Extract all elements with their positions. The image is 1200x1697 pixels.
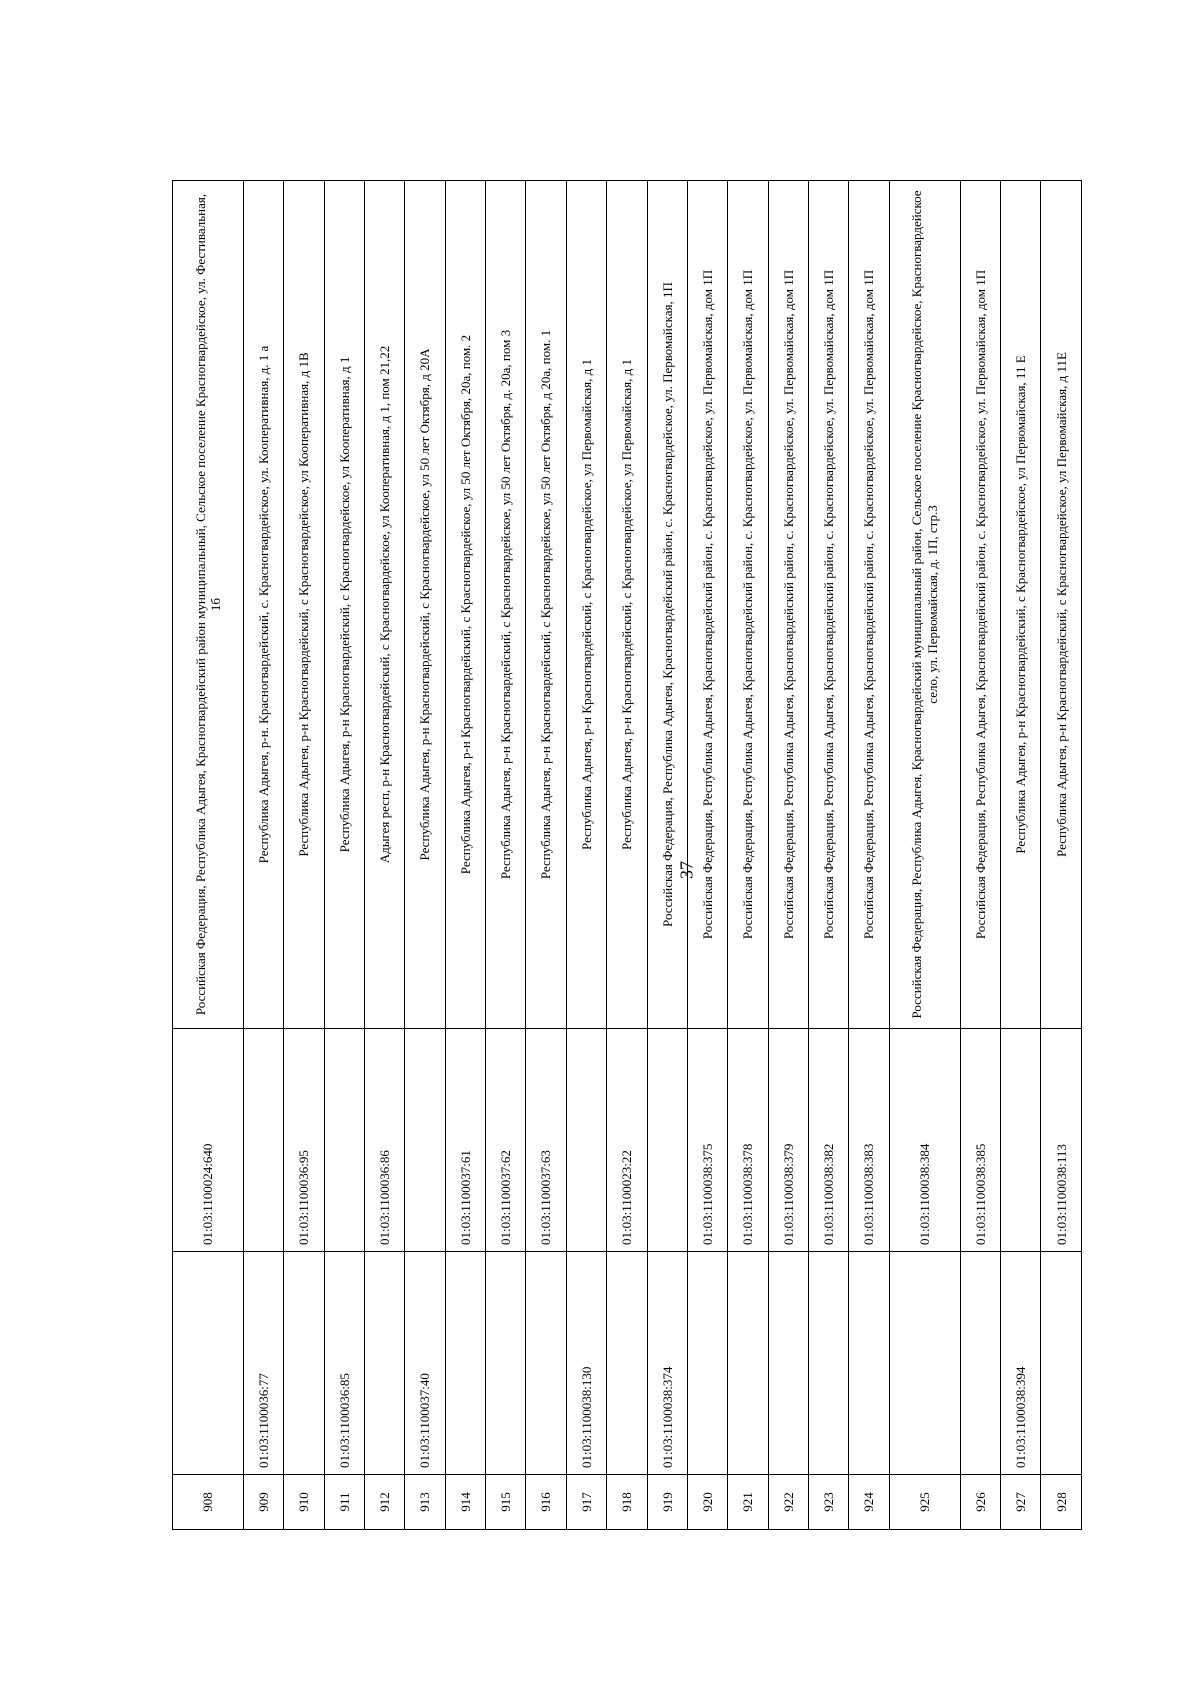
- cadastral-number-land: 01:03:1100038:394: [1001, 1252, 1041, 1475]
- cadastral-number-building: 01:03:1100038:382: [809, 1029, 849, 1252]
- address-cell: Республика Адыгея, р-н. Красногвардейский, с. Красногвардейское, ул. Кооперативная, д. 1 а: [243, 181, 283, 1029]
- cadastral-number-building: 01:03:1100038:375: [687, 1029, 727, 1252]
- row-number: 917: [566, 1475, 606, 1530]
- row-number: 925: [889, 1475, 960, 1530]
- cadastral-number-land: [889, 1252, 960, 1475]
- table-row: [324, 181, 364, 1530]
- table-row: [405, 181, 445, 1530]
- cadastral-number-land: [173, 1252, 244, 1475]
- cadastral-number-building: 01:03:1100038:379: [768, 1029, 808, 1252]
- address-cell: Российская Федерация, Республика Адыгея, Красногвардейский район муниципальный, Сельское поселение Красногвардейское, ул. Фестивальная, 1б: [173, 181, 244, 1029]
- cadastral-number-land: 01:03:1100037:40: [405, 1252, 445, 1475]
- table-row: [768, 181, 808, 1530]
- cadastral-number-land: [486, 1252, 526, 1475]
- table-row: [849, 181, 889, 1530]
- cadastral-number-land: 01:03:1100038:130: [566, 1252, 606, 1475]
- table-row: [486, 181, 526, 1530]
- address-cell: Российская Федерация, Республика Адыгея, Красногвардейский район, с. Красногвардейское, ул. Первомайская, дом 1П: [768, 181, 808, 1029]
- cadastral-number-building: 01:03:1100036:86: [364, 1029, 404, 1252]
- row-number: 910: [284, 1475, 324, 1530]
- row-number: 915: [486, 1475, 526, 1530]
- row-number: 920: [687, 1475, 727, 1530]
- row-number: 909: [243, 1475, 283, 1530]
- row-number: 923: [809, 1475, 849, 1530]
- address-cell: Российская Федерация, Республика Адыгея, Красногвардейский район, с. Красногвардейское, ул. Первомайская, 1П: [647, 181, 687, 1029]
- table-row: [364, 181, 404, 1530]
- row-number: 928: [1041, 1475, 1082, 1530]
- table-row: [243, 181, 283, 1530]
- row-number: 924: [849, 1475, 889, 1530]
- cadastral-number-building: [566, 1029, 606, 1252]
- cadastral-number-land: [364, 1252, 404, 1475]
- cadastral-number-land: 01:03:1100036:85: [324, 1252, 364, 1475]
- cadastral-number-building: [647, 1029, 687, 1252]
- row-number: 911: [324, 1475, 364, 1530]
- cadastral-number-land: [687, 1252, 727, 1475]
- cadastral-number-building: [1001, 1029, 1041, 1252]
- table-row: [1041, 181, 1082, 1530]
- cadastral-number-land: [809, 1252, 849, 1475]
- address-cell: Республика Адыгея, р-н Красногвардейский, с Красногвардейское, ул Кооперативная, д 1В: [284, 181, 324, 1029]
- address-cell: Республика Адыгея, р-н Красногвардейский, с Красногвардейское, ул 50 лет Октября, д 20а, пом. 1: [526, 181, 566, 1029]
- address-cell: Республика Адыгея, р-н Красногвардейский, с Красногвардейское, ул Первомайская, 11 Е: [1001, 181, 1041, 1029]
- cadastral-number-land: [1041, 1252, 1082, 1475]
- cadastral-number-building: 01:03:1100038:383: [849, 1029, 889, 1252]
- address-cell: Российская Федерация, Республика Адыгея, Красногвардейский район, с. Красногвардейское, ул. Первомайская, дом 1П: [809, 181, 849, 1029]
- address-cell: Российская Федерация, Республика Адыгея, Красногвардейский муниципальный район, Сельское поселение Красногвардейское, Красногвардейское село, ул. Первомайская, д. 1П, стр.3: [889, 181, 960, 1029]
- cadastral-number-building: 01:03:1100038:378: [728, 1029, 768, 1252]
- table-row: [728, 181, 768, 1530]
- address-cell: Российская Федерация, Республика Адыгея, Красногвардейский район, с. Красногвардейское, ул. Первомайская, дом 1П: [960, 181, 1000, 1029]
- cadastral-number-land: [607, 1252, 647, 1475]
- cadastral-number-building: 01:03:1100037:63: [526, 1029, 566, 1252]
- address-cell: Республика Адыгея, р-н Красногвардейский, с Красногвардейское, ул 50 лет Октября, д 20А: [405, 181, 445, 1029]
- cadastral-number-land: [284, 1252, 324, 1475]
- cadastral-number-land: 01:03:1100038:374: [647, 1252, 687, 1475]
- cadastral-number-land: [526, 1252, 566, 1475]
- cadastral-number-building: 01:03:1100038:113: [1041, 1029, 1082, 1252]
- address-cell: Российская Федерация, Республика Адыгея, Красногвардейский район, с. Красногвардейское, ул. Первомайская, дом 1П: [849, 181, 889, 1029]
- address-cell: Республика Адыгея, р-н Красногвардейский, с Красногвардейское, ул 50 лет Октября, д. 20а, пом 3: [486, 181, 526, 1029]
- cadastral-number-building: 01:03:1100038:385: [960, 1029, 1000, 1252]
- cadastral-number-land: 01:03:1100036:77: [243, 1252, 283, 1475]
- cadastral-number-land: [960, 1252, 1000, 1475]
- table-row: [284, 181, 324, 1530]
- cadastral-table: [172, 180, 1082, 1530]
- row-number: 912: [364, 1475, 404, 1530]
- table-row: [526, 181, 566, 1530]
- row-number: 914: [445, 1475, 485, 1530]
- cadastral-number-building: 01:03:1100037:62: [486, 1029, 526, 1252]
- table-row: [445, 181, 485, 1530]
- row-number: 918: [607, 1475, 647, 1530]
- page-number: 37: [676, 861, 697, 879]
- cadastral-number-building: 01:03:1100024:640: [173, 1029, 244, 1252]
- cadastral-number-building: 01:03:1100038:384: [889, 1029, 960, 1252]
- cadastral-number-building: [243, 1029, 283, 1252]
- address-cell: Республика Адыгея, р-н Красногвардейский, с Красногвардейское, ул 50 лет Октября, 20а, пом. 2: [445, 181, 485, 1029]
- cadastral-number-building: 01:03:1100036:95: [284, 1029, 324, 1252]
- row-number: 922: [768, 1475, 808, 1530]
- table-row: [173, 181, 244, 1530]
- table-container: [172, 180, 1082, 1530]
- table-row: [809, 181, 849, 1530]
- row-number: 916: [526, 1475, 566, 1530]
- cadastral-number-building: [405, 1029, 445, 1252]
- table-row: [960, 181, 1000, 1530]
- cadastral-number-building: 01:03:1100023:22: [607, 1029, 647, 1252]
- cadastral-number-land: [728, 1252, 768, 1475]
- address-cell: Республика Адыгея, р-н Красногвардейский, с Красногвардейское, ул Первомайская, д 11Е: [1041, 181, 1082, 1029]
- address-cell: Республика Адыгея, р-н Красногвардейский, с Красногвардейское, ул Первомайская, д 1: [607, 181, 647, 1029]
- cadastral-number-land: [768, 1252, 808, 1475]
- row-number: 921: [728, 1475, 768, 1530]
- row-number: 927: [1001, 1475, 1041, 1530]
- table-row: [566, 181, 606, 1530]
- address-cell: Республика Адыгея, р-н Красногвардейский, с Красногвардейское, ул Первомайская, д 1: [566, 181, 606, 1029]
- table-row: [687, 181, 727, 1530]
- cadastral-number-land: [849, 1252, 889, 1475]
- table-row: [607, 181, 647, 1530]
- row-number: 919: [647, 1475, 687, 1530]
- address-cell: Адыгея респ, р-н Красногвардейский, с Красногвардейское, ул Кооперативная, д 1, пом 21,22: [364, 181, 404, 1029]
- table-row: [1001, 181, 1041, 1530]
- row-number: 926: [960, 1475, 1000, 1530]
- cadastral-number-land: [445, 1252, 485, 1475]
- table-row: [647, 181, 687, 1530]
- address-cell: Российская Федерация, Республика Адыгея, Красногвардейский район, с. Красногвардейское, ул. Первомайская, дом 1П: [728, 181, 768, 1029]
- cadastral-number-building: 01:03:1100037:61: [445, 1029, 485, 1252]
- address-cell: Республика Адыгея, р-н Красногвардейский, с Красногвардейское, ул Кооперативная, д 1: [324, 181, 364, 1029]
- row-number: 913: [405, 1475, 445, 1530]
- row-number: 908: [173, 1475, 244, 1530]
- address-cell: Российская Федерация, Республика Адыгея, Красногвардейский район, с. Красногвардейское, ул. Первомайская, дом 1П: [687, 181, 727, 1029]
- table-row: [889, 181, 960, 1530]
- cadastral-number-building: [324, 1029, 364, 1252]
